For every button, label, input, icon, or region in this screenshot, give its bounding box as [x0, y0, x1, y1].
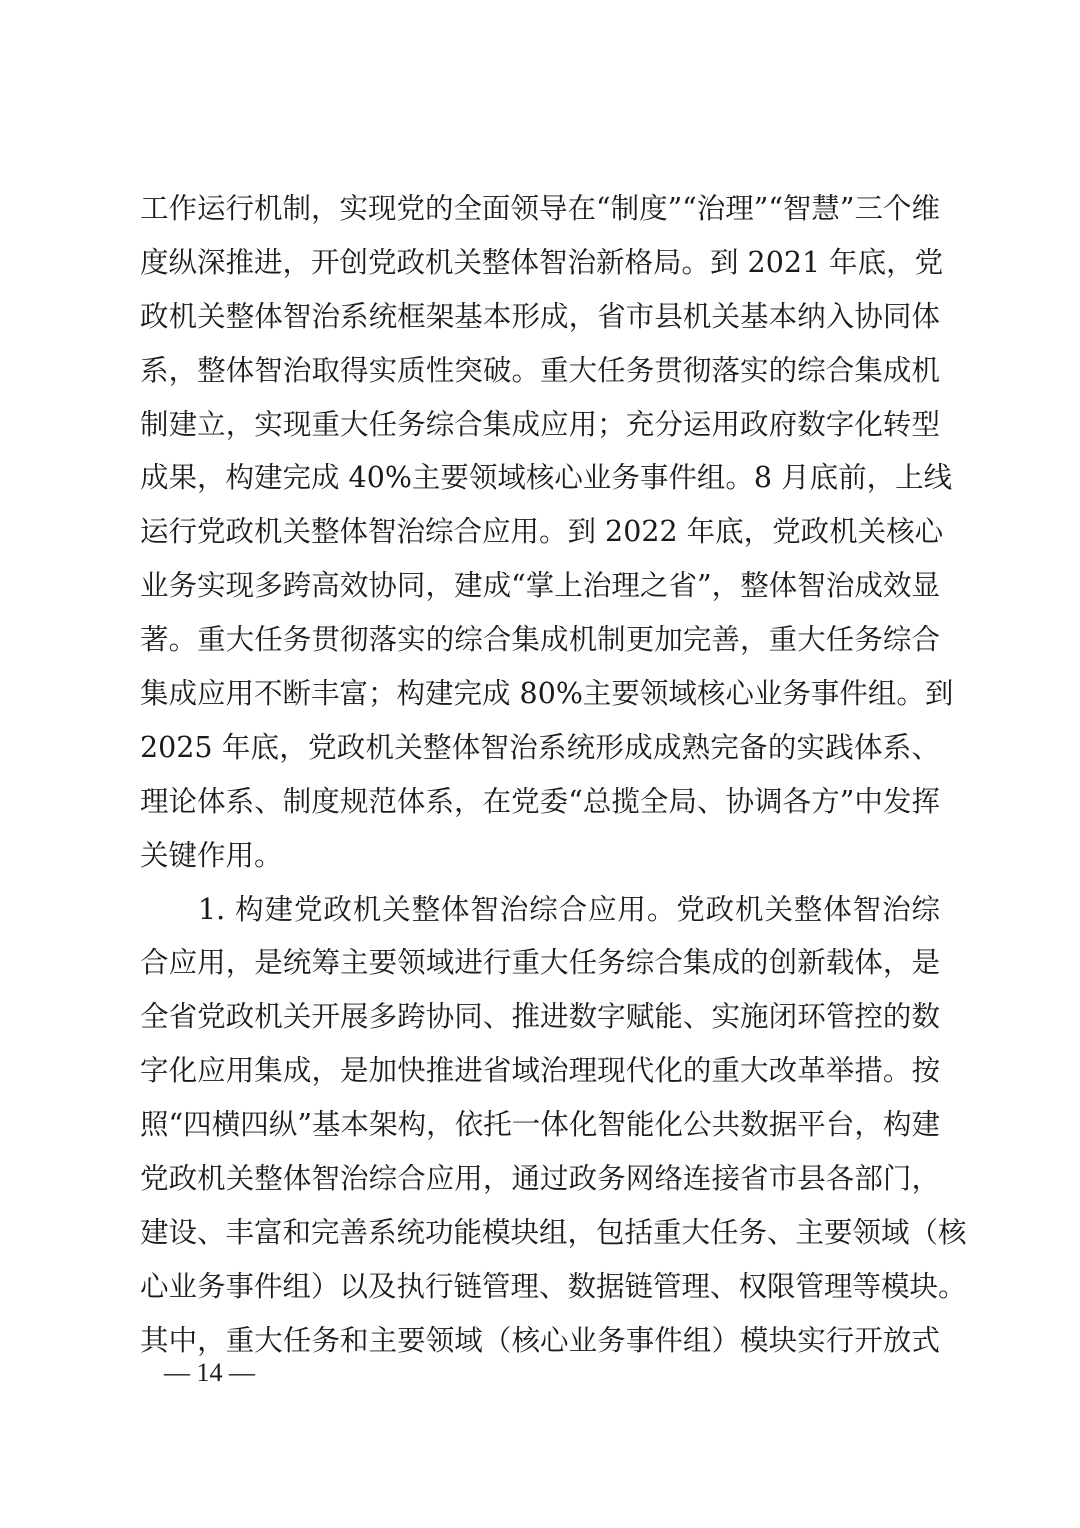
text-line: 成果，构建完成 40%主要领域核心业务事件组。8 月底前，上线: [140, 461, 953, 495]
section-heading-line: 1. 构建党政机关整体智治综合应用。党政机关整体智治综: [198, 892, 940, 926]
text-line: 著。重大任务贯彻落实的综合集成机制更加完善，重大任务综合: [140, 623, 940, 657]
text-line: 业务实现多跨高效协同，建成“掌上治理之省”，整体智治成效显: [140, 569, 940, 603]
text-line: 运行党政机关整体智治综合应用。到 2022 年底，党政机关核心: [140, 515, 944, 549]
text-line: 制建立，实现重大任务综合集成应用；充分运用政府数字化转型: [140, 407, 940, 441]
text-line: 度纵深推进，开创党政机关整体智治新格局。到 2021 年底，党: [140, 245, 944, 279]
text-line: 政机关整体智治系统框架基本形成，省市县机关基本纳入协同体: [140, 299, 940, 333]
document-body: [140, 182, 967, 1368]
text-line: 2025 年底，党政机关整体智治系统形成成熟完备的实践体系、: [140, 730, 940, 764]
text-line: 全省党政机关开展多跨协同、推进数字赋能、实施闭环管控的数: [140, 1000, 940, 1034]
text-line: 心业务事件组）以及执行链管理、数据链管理、权限管理等模块。: [140, 1269, 967, 1303]
text-line: 照“四横四纵”基本架构，依托一体化智能化公共数据平台，构建: [140, 1108, 940, 1142]
text-line: 建设、丰富和完善系统功能模块组，包括重大任务、主要领域（核: [140, 1215, 967, 1249]
text-line: 党政机关整体智治综合应用，通过政务网络连接省市县各部门，: [140, 1162, 940, 1196]
text-line: 字化应用集成，是加快推进省域治理现代化的重大改革举措。按: [140, 1054, 940, 1088]
text-line: 工作运行机制，实现党的全面领导在“制度”“治理”“智慧”三个维: [140, 192, 940, 225]
text-line: 关键作用。: [140, 838, 283, 872]
text-line: 系，整体智治取得实质性突破。重大任务贯彻落实的综合集成机: [140, 353, 940, 387]
text-line: 其中，重大任务和主要领域（核心业务事件组）模块实行开放式: [140, 1323, 940, 1357]
text-line: 合应用，是统筹主要领域进行重大任务综合集成的创新载体，是: [140, 946, 940, 980]
text-line: 集成应用不断丰富；构建完成 80%主要领域核心业务事件组。到: [140, 677, 954, 711]
page-number: — 14 —: [164, 1358, 255, 1387]
text-line: 理论体系、制度规范体系，在党委“总揽全局、协调各方”中发挥: [140, 784, 940, 818]
